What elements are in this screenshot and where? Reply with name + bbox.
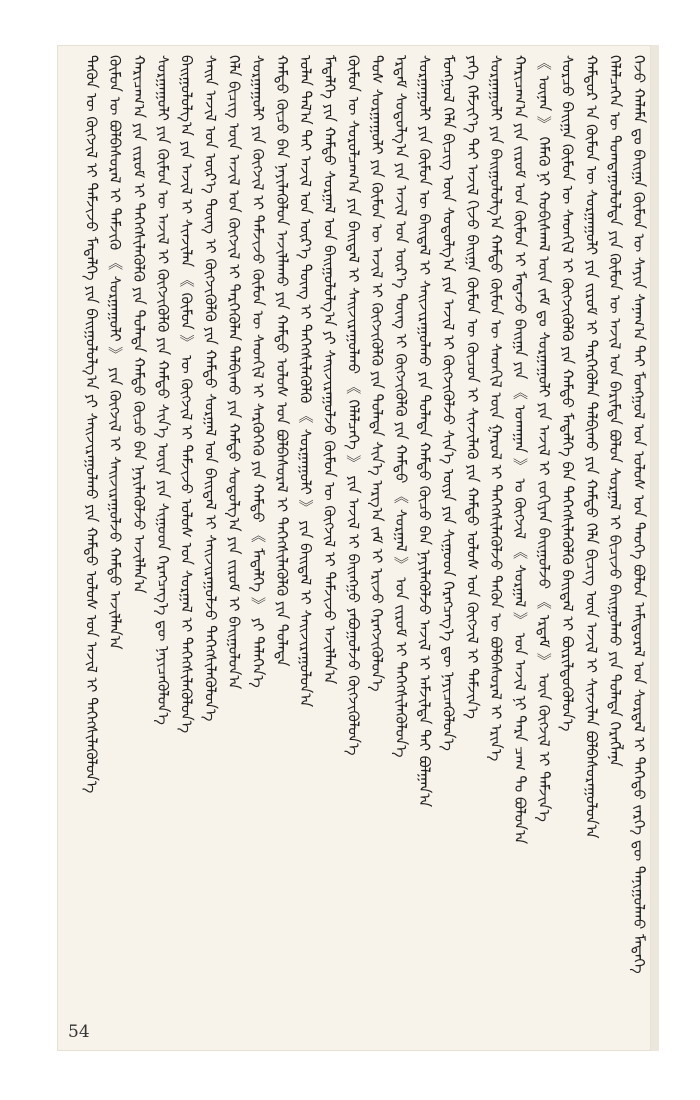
text-column: ᠬᠦᠮᠦᠨ ᠦ ᠪᠣᠯᠪᠠᠰᠤᠷᠠᠯ ᠢ ᠳᠡᠮᠵᠢᠬᠦ 《 ᠰᠤᠷᠭᠠᠭᠤᠯᠢ 》 ᠶᠢᠨ ᠬᠥᠭᠵᠢᠯ ᠢ ᠰᠠᠢᠵᠢᠷᠠᠭᠤᠯᠵᠤ ᠬᠠᠮᠲᠤ ᠠᠵᠢᠯᠯᠠᠨ᠎ᠠ [106, 55, 125, 650]
text-column: ᠶᠡᠬᠡ ᠬᠡᠮᠵᠢᠶ᠎ᠡ ᠲᠡᠢ ᠠᠵᠢᠯ ᠬᠢᠵᠦ ᠪᠠᠢᠭᠠ ᠬᠦᠮᠦᠨ ᠦ ᠬᠦᠴᠦᠨ ᠢ ᠰᠢᠨᠵᠢᠯᠡᠬᠦ ᠶᠢᠨ ᠬᠠᠮᠲᠤ ᠤᠯᠤᠰ ᠤᠨ ᠬᠥᠭᠵᠢᠯ ᠢ ᠳᠡᠮᠵᠢᠨ᠎ᠡ [463, 55, 482, 719]
text-column: ᠡᠷᠳᠡᠮ ᠰᠤᠳᠤᠯᠭ᠎ᠠ ᠶᠢᠨ ᠠᠵᠢᠯ ᠤᠨ ᠦᠷ᠎ᠡ ᠳᠦᠩ ᠢ ᠬᠥᠭᠵᠢᠭᠦᠯᠬᠦ ᠶᠢᠨ ᠬᠠᠮᠲᠤ 《 ᠰᠤᠷᠭᠠᠯ 》 ᠤᠨ ᠵᠢᠷᠤᠮ ᠢ ᠳᠡᠭᠡᠭᠰᠢᠯᠡᠭᠦᠯᠦᠨ᠎ᠡ [391, 55, 410, 758]
text-column: ᠰᠤᠷᠴᠤ ᠪᠠᠢᠭᠠ ᠬᠦᠮᠦᠨ ᠦ ᠰᠡᠳᠬᠢᠯ ᠢ ᠬᠥᠭᠵᠢᠭᠦᠯᠬᠦ ᠶᠢᠨ ᠬᠠᠮᠲᠤ ᠮᠡᠳᠡᠯᠭᠡ ᠪᠡᠨ ᠳᠡᠭᠡᠭᠰᠢᠯᠡᠭᠦᠯᠬᠦ ᠪᠠᠢᠳᠠᠯ ᠢ ᠪᠦᠷᠢᠯᠳᠦᠭᠦᠯᠦᠨ᠎ᠡ [558, 55, 577, 732]
text-column: ᠬᠡᠯᠡ ᠪᠢᠴᠢᠭ᠌ ᠦᠨ ᠠᠵᠢᠯ ᠤᠨ ᠬᠥᠭᠵᠢᠯ ᠢ ᠲᠡᠷᠭᠡᠭᠦᠯᠡᠨ ᠲᠠᠯᠪᠢᠬᠤ ᠶᠢᠨ ᠬᠠᠮᠲᠤ ᠰᠤᠳᠤᠯᠭ᠎ᠠ ᠶᠢᠨ ᠵᠢᠷᠤᠮ ᠢ ᠪᠠᠢᠭᠤᠯᠤᠨ᠎ᠠ [225, 55, 244, 690]
text-column: ᠬᠠᠷᠢᠴᠠᠭ᠎ᠠ ᠶᠢᠨ ᠵᠢᠷᠤᠮ ᠤᠨ ᠬᠦᠮᠦᠨ ᠢ ᠮᠡᠳᠡᠵᠦ ᠪᠠᠢᠭᠠ ᠶᠢᠨ 《 ᠤᠬᠠᠭᠠᠨ 》 ᠤ ᠬᠥᠭᠵᠢᠯ 《 ᠰᠤᠷᠭᠠᠯ 》 ᠤᠨ ᠠᠵᠢᠯ ᠨᠢ ᠲᠡᠷᠡ ᠴᠠᠭ ᠲᠤ ᠪᠣᠯᠤᠨ᠎ᠠ [510, 55, 529, 845]
text-column: ᠬᠠᠮᠲᠤᠷ ᠠ ᠬᠦᠮᠦᠨ ᠦ ᠰᠤᠷᠭᠠᠭᠤᠯᠢ ᠶᠢᠨ ᠵᠢᠷᠤᠮ ᠢ ᠲᠡᠷᠭᠡᠭᠦᠯᠡᠨ ᠲᠠᠯᠪᠢᠬᠤ ᠶᠢᠨ ᠬᠠᠮᠲᠤ ᠬᠡᠯᠡ ᠪᠢᠴᠢᠭ᠌ ᠦᠨ ᠠᠵᠢᠯ ᠢ ᠰᠢᠨᠵᠢᠯᠡᠨ ᠪᠣᠯᠪᠠᠰᠤᠷᠠᠭᠤᠯᠤᠨ᠎ᠠ [582, 55, 601, 839]
text-column: ᠣᠯᠠᠨ ᠲᠠᠯ᠎ᠠ ᠲᠠᠢ ᠠᠵᠢᠯ ᠤᠨ ᠦᠷ᠎ᠡ ᠳᠦᠩ ᠢ ᠳᠡᠭᠡᠭᠰᠢᠯᠡᠭᠦᠯᠬᠦ 《 ᠰᠤᠷᠭᠠᠭᠤᠯᠢ 》 ᠶᠢᠨ ᠪᠠᠢᠳᠠᠯ ᠢ ᠰᠠᠢᠵᠢᠷᠠᠭᠤᠯᠤᠨ᠎ᠠ [296, 55, 315, 708]
text-column: ᠬᠦᠮᠦᠨ ᠦ ᠰᠤᠷᠤᠯᠴᠠᠭ᠎ᠠ ᠶᠢᠨ ᠪᠠᠢᠳᠠᠯ ᠢ ᠰᠠᠢᠵᠢᠷᠠᠭᠤᠯᠬᠤ 《 ᠬᠡᠯᠡᠯᠴᠡᠭᠡ 》 ᠶᠢᠨ ᠠᠵᠢᠯ ᠢ ᠪᠠᠢᠩᠭᠤ ᠶᠠᠪᠤᠭᠤᠯᠵᠤ ᠬᠥᠭᠵᠢᠭᠦᠯᠦᠨ᠎ᠡ [344, 55, 363, 756]
text-column: ᠪᠠᠢᠭᠤᠯᠤᠯᠭ᠎ᠠ ᠶᠢᠨ ᠠᠵᠢᠯ ᠢ ᠰᠢᠨᠵᠢᠯᠡᠨ 《 ᠬᠦᠮᠦᠨ 》 ᠦ ᠬᠥᠭᠵᠢᠯ ᠢ ᠳᠡᠮᠵᠢᠵᠦ ᠤᠯᠤᠰ ᠤᠨ ᠰᠤᠷᠭᠠᠯ ᠢ ᠳᠡᠭᠡᠭᠰᠢᠯᠡᠭᠦᠯᠦᠨ᠎ᠡ [177, 55, 196, 734]
text-column: ᠲᠡᠭᠦᠨ ᠦ ᠬᠥᠭᠵᠢᠯ ᠢ ᠳᠡᠮᠵᠢᠵᠦ ᠮᠡᠳᠡᠯᠭᠡ ᠶᠢᠨ ᠪᠠᠢᠭᠤᠯᠤᠯᠭ᠎ᠠ ᠶᠢ ᠰᠠᠢᠵᠢᠷᠠᠭᠤᠯᠬᠤ ᠶᠢᠨ ᠬᠠᠮᠲᠤ ᠤᠯᠤᠰ ᠤᠨ ᠠᠵᠢᠯ ᠢ ᠳᠡᠭᠡᠭᠰᠢᠯᠡᠭᠦᠯᠦᠨ᠎ᠡ [82, 55, 101, 794]
page-number: 54 [68, 1022, 90, 1042]
text-column: ᠰᠠᠢᠨ ᠠᠵᠢᠯ ᠤᠨ ᠦᠷ᠎ᠡ ᠳᠦᠩ ᠢ ᠬᠥᠭᠵᠢᠭᠦᠯᠬᠦ ᠶᠢᠨ ᠬᠠᠮᠲᠤ ᠰᠤᠷᠭᠠᠯ ᠤᠨ ᠪᠠᠢᠳᠠᠯ ᠢ ᠰᠠᠢᠵᠢᠷᠠᠭᠤᠯᠵᠤ ᠳᠡᠭᠡᠭᠰᠢᠯᠡᠭᠦᠯᠦᠨ᠎ᠡ [201, 55, 220, 722]
text-column: ᠰᠤᠷᠭᠠᠭᠤᠯᠢ ᠶᠢᠨ ᠪᠠᠢᠭᠤᠯᠤᠯᠭ᠎ᠠ ᠬᠠᠮᠲᠤ ᠬᠦᠮᠦᠨ ᠦ ᠰᠡᠳᠬᠢᠯ ᠦᠨ ᠭᠠᠷᠤᠯ ᠢ ᠳᠡᠭᠡᠭᠰᠢᠯᠡᠭᠦᠯᠵᠦ ᠲᠡᠭᠦᠨ ᠦ ᠪᠣᠯᠪᠠᠰᠤᠷᠠᠯ ᠢ ᠡᠷᠢᠨ᠎ᠡ [487, 55, 506, 762]
text-column: ᠬᠠᠮᠲᠤ ᠬᠦᠴᠦ ᠪᠡᠨ ᠨᠡᠶᠢᠯᠡᠭᠦᠯᠦᠨ ᠠᠵᠢᠯᠯᠠᠬᠤ ᠶᠢᠨ ᠬᠠᠮᠲᠤ ᠤᠯᠤᠰ ᠤᠨ ᠪᠣᠯᠪᠠᠰᠤᠷᠠᠯ ᠢ ᠳᠡᠭᠡᠭᠰᠢᠯᠡᠭᠦᠯᠬᠦ ᠶᠢᠨ ᠲᠤᠯᠠᠳᠠ [272, 55, 291, 667]
text-column: ᠰᠤᠷᠭᠠᠭᠤᠯᠢ ᠶᠢᠨ ᠬᠦᠮᠦᠨ ᠦ ᠠᠵᠢᠯ ᠢ ᠬᠥᠭᠵᠢᠭᠦᠯᠬᠦ ᠶᠢᠨ ᠬᠠᠮᠲᠤ ᠰᠢᠨ᠎ᠡ ᠦᠶᠡ ᠶᠢᠨ ᠰᠢᠭᠤᠳ ᠬᠡᠷᠡᠭᠴᠡᠭ᠎ᠡ ᠳᠦ ᠨᠡᠶᠢᠴᠡᠭᠦᠯᠦᠨ᠎ᠡ [153, 55, 172, 725]
text-column: ᠮᠣᠩᠭᠣᠯ ᠬᠡᠯᠡ ᠪᠢᠴᠢᠭ᠌ ᠦᠨ ᠰᠤᠳᠤᠯᠭ᠎ᠠ ᠶᠢᠨ ᠠᠵᠢᠯ ᠢ ᠬᠥᠭᠵᠢᠭᠦᠯᠵᠦ ᠰᠢᠨ᠎ᠡ ᠦᠶᠡ ᠶᠢᠨ ᠰᠢᠭᠤᠳ ᠬᠡᠷᠡᠭᠴᠡᠭ᠎ᠡ ᠳᠦ ᠨᠡᠶᠢᠴᠡᠭᠦᠯᠦᠨ᠎ᠡ [439, 55, 458, 751]
page-edge [651, 45, 659, 1051]
text-column: ᠰᠤᠷᠭᠠᠭᠤᠯᠢ ᠶᠢᠨ ᠬᠦᠮᠦᠨ ᠦ ᠪᠠᠢᠳᠠᠯ ᠢ ᠰᠠᠢᠵᠢᠷᠠᠭᠤᠯᠬᠤ ᠶᠢᠨ ᠲᠤᠯᠠᠳᠠ ᠬᠠᠮᠲᠤ ᠬᠦᠴᠦ ᠪᠡᠨ ᠨᠡᠶᠢᠯᠡᠭᠦᠯᠵᠦ ᠠᠵᠢᠯ ᠢ ᠠᠮᠵᠢᠯᠲᠠ ᠲᠠᠢ ᠪᠣᠯᠭᠠᠨ᠎ᠠ [415, 55, 434, 808]
text-column: ᠬᠠᠷᠢᠴᠠᠭ᠎ᠠ ᠶᠢᠨ ᠵᠢᠷᠤᠮ ᠢ ᠳᠡᠭᠡᠭᠰᠢᠯᠡᠭᠦᠯᠬᠦ ᠶᠢᠨ ᠲᠤᠯᠠᠳᠠ ᠬᠠᠮᠲᠤ ᠬᠦᠴᠦ ᠪᠡᠨ ᠨᠡᠶᠢᠯᠡᠭᠦᠯᠵᠦ ᠠᠵᠢᠯᠯᠠᠨ᠎ᠠ [129, 55, 148, 594]
text-column: ᠮᠡᠳᠡᠯᠭᠡ ᠶᠢᠨ ᠬᠠᠮᠲᠤ ᠰᠤᠷᠭᠠᠯ ᠤᠨ ᠪᠠᠢᠭᠤᠯᠤᠯᠭ᠎ᠠ ᠶᠢ ᠰᠠᠢᠵᠢᠷᠠᠭᠤᠯᠵᠤ ᠬᠦᠮᠦᠨ ᠦ ᠬᠥᠭᠵᠢᠯ ᠢ ᠳᠡᠮᠵᠢᠵᠦ ᠠᠵᠢᠯᠯᠠᠨ᠎ᠠ [320, 55, 339, 685]
text-column: ᠬᠡᠯᠡᠯᠴᠡᠭᠡᠨ ᠦ ᠲᠣᠭᠲᠠᠭᠤᠯᠤᠯᠲᠠ ᠶᠢᠨ ᠬᠦᠮᠦᠨ ᠦ ᠠᠵᠢᠯ ᠤᠨ ᠪᠠᠷᠢᠮᠲᠠ ᠪᠣᠯᠣᠨ ᠰᠤᠷᠭᠠᠯ ᠢ ᠪᠢᠴᠢᠵᠦ ᠪᠠᠢᠭᠤᠯᠬᠤ ᠶᠢᠨ ᠲᠤᠯᠠᠳᠠ ᠬᠡᠷᠡᠭᠯᠡᠨᠡ [606, 55, 625, 767]
text-column: ᠭᠡᠵᠦ ᠬᠠᠯᠠᠮᠠ ᠳᠤ ᠪᠠᠢᠭᠠ ᠬᠥᠮᠦᠨ ᠦ ᠰᠠᠶᠢᠨ ᠰᠠᠨᠠᠭ᠎ᠠ ᠲᠠᠢ ᠮᠣᠩᠭᠣᠯ ᠤᠨ ᠤᠯᠤᠰ ᠤᠨ ᠲᠡᠦᠬᠡ ᠪᠣᠯᠣᠨ ᠠᠮᠢᠳᠤᠷᠠᠯ ᠤᠨ ᠰᠤᠷᠳᠠᠯ ᠢ ᠳᠡᠭᠡᠳᠦ ᠵᠡᠷᠭᠡ ᠳᠦ ᠲᠠᠨᠢᠭᠤᠯᠬᠤ ᠮᠡᠳᠡᠭᠡ [630, 55, 648, 974]
text-column: 《 ᠦᠨᠡᠨ 》 ᠬᠡᠮᠡᠬᠦ ᠨᠢ ᠬᠤᠪᠢᠰᠬᠠᠯ ᠦᠨ ᠵᠠᠮ ᠳᠤ ᠰᠤᠷᠭᠠᠭᠤᠯᠢ ᠶᠢᠨ ᠠᠵᠢᠯ ᠢ ᠵᠣᠬᠢᠶᠠᠨ ᠪᠠᠢᠭᠤᠯᠵᠤ 《 ᠡᠷᠳᠡᠮ 》 ᠦᠨ ᠬᠥᠭᠵᠢᠯ ᠢ ᠳᠡᠮᠵᠢᠨ᠎ᠡ [534, 55, 553, 822]
text-column: ᠰᠤᠷᠭᠠᠭᠤᠯᠢ ᠶᠢᠨ ᠬᠥᠭᠵᠢᠯ ᠢ ᠳᠡᠮᠵᠢᠵᠦ ᠬᠦᠮᠦᠨ ᠦ ᠰᠡᠳᠬᠢᠯ ᠢ ᠰᠡᠷᠭᠦᠭᠡᠬᠦ ᠶᠢᠨ ᠬᠠᠮᠲᠤ 《 ᠮᠡᠳᠡᠯᠭᠡ 》 ᠶᠢ ᠲᠡᠯᠡᠭᠡᠨ᠎ᠡ [249, 55, 267, 688]
text-column: ᠲᠤᠰ ᠰᠤᠷᠭᠠᠭᠤᠯᠢ ᠶᠢᠨ ᠬᠦᠮᠦᠨ ᠦ ᠠᠵᠢᠯ ᠢ ᠬᠥᠭᠵᠢᠭᠦᠯᠬᠦ ᠶᠢᠨ ᠲᠤᠯᠠᠳᠠ ᠰᠢᠨ᠎ᠡ ᠠᠷᠭ᠎ᠠ ᠵᠠᠮ ᠢ ᠡᠷᠢᠵᠦ ᠬᠡᠷᠡᠭᠵᠢᠭᠦᠯᠦᠨ᠎ᠡ [368, 55, 387, 692]
mongolian-text-block [80, 55, 650, 1015]
